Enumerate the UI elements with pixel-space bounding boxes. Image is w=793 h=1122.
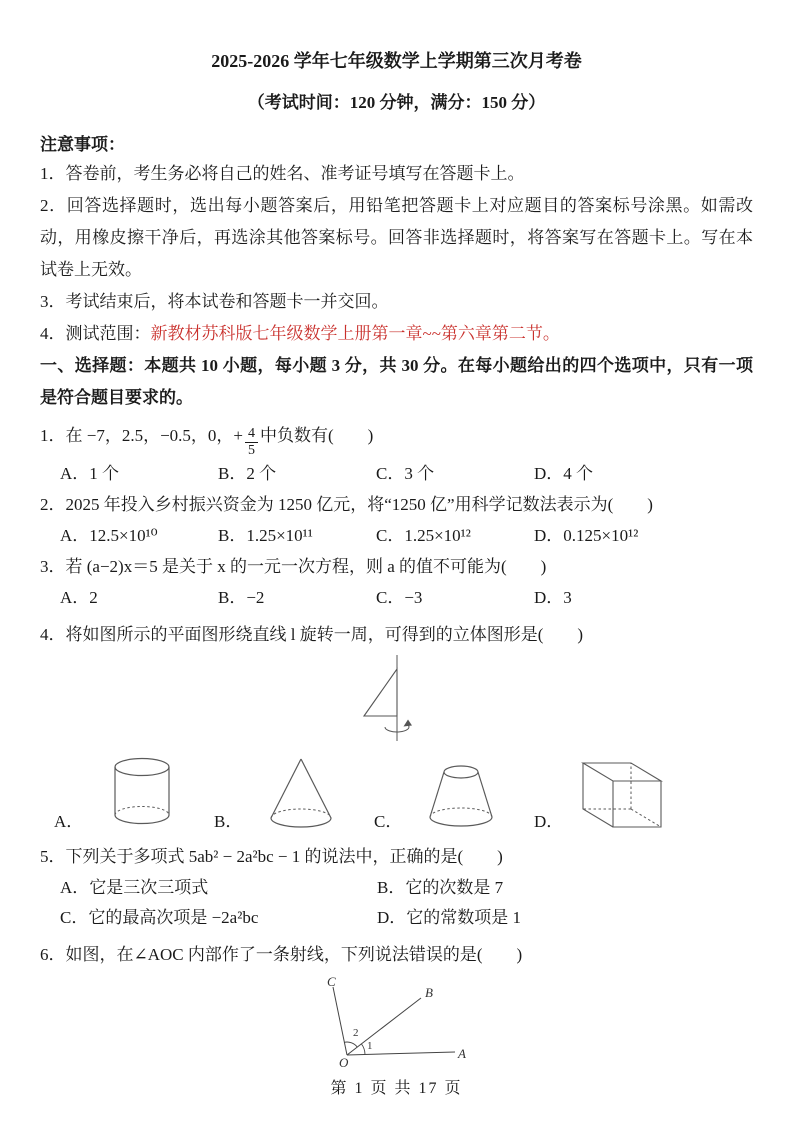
question-1-prefix: 1．在 −7，2.5，−0.5，0，+ <box>40 426 244 445</box>
note-item-2: 2．回答选择题时，选出每小题答案后，用铅笔把答题卡上对应题目的答案标号涂黑。如需改动，用橡皮擦干净后，再选涂其他答案标号。回答非选择题时，将答案写在答题卡上。写在本试卷上无效。 <box>40 196 753 279</box>
note-item-3: 3．考试结束后，将本试卷和答题卡一并交回。 <box>40 292 389 311</box>
shape-option-a <box>54 751 214 835</box>
note-item-4 <box>40 318 753 350</box>
angle-aoc-figure <box>317 977 477 1069</box>
cylinder-icon <box>86 751 198 835</box>
question-3-options <box>40 583 753 613</box>
page-title: 2025-2026 学年七年级数学上学期第三次月考卷 <box>211 51 582 71</box>
question-2-stem: 2．2025 年投入乡村振兴资金为 1250 亿元，将“1250 亿”用科学记数法表示为( ) <box>40 495 653 515</box>
option-a: A．12.5×10¹⁰ <box>60 526 158 546</box>
option-d-label: D． <box>534 812 564 832</box>
option-d: D．0.125×10¹² <box>534 526 639 546</box>
angle-1-label: 1 <box>366 1040 372 1053</box>
point-c-label: C <box>326 977 336 990</box>
angle-2-label: 2 <box>352 1027 358 1040</box>
question-1-suffix: 中负数有( ) <box>260 426 374 445</box>
fraction-denominator: 5 <box>245 442 258 459</box>
question-3-stem: 3．若 (a−2)x＝5 是关于 x 的一元一次方程，则 a 的值不可能为( ) <box>40 557 547 577</box>
shape-option-d <box>534 751 694 835</box>
section-choice-heading: 一、选择题：本题共 10 小题，每小题 3 分，共 30 分。在每小题给出的四个选项中，只有一项是符合题目要求的。 <box>40 356 753 407</box>
option-a: A．它是三次三项式 <box>60 878 209 898</box>
question-1-options <box>40 459 753 489</box>
question-5-options <box>40 873 753 933</box>
option-a: A．2 <box>60 588 98 608</box>
rotation-axis-triangle-figure <box>334 653 460 747</box>
cone-icon <box>245 751 357 835</box>
question-2-options <box>40 521 753 551</box>
exam-time-score-subtitle: （考试时间：120 分钟，满分：150 分） <box>247 93 546 112</box>
question-6-stem: 6．如图，在∠AOC 内部作了一条射线，下列说法错误的是( ) <box>40 945 523 965</box>
option-b: B．2 个 <box>218 464 277 484</box>
question-4-stem: 4．将如图所示的平面图形绕直线 l 旋转一周，可得到的立体图形是( ) <box>40 625 584 645</box>
option-a: A．1 个 <box>60 464 120 484</box>
option-b-label: B． <box>214 812 243 832</box>
option-a-label: A． <box>54 812 84 832</box>
question-5-stem: 5．下列关于多项式 5ab² − 2a²bc − 1 的说法中，正确的是( ) <box>40 847 503 867</box>
frustum-icon <box>405 751 517 835</box>
question-1-stem <box>40 414 753 459</box>
vertex-o-label: O <box>338 1055 348 1070</box>
point-b-label: B <box>424 985 433 1001</box>
question-4-figure-wrapper <box>40 653 753 747</box>
shape-option-c <box>374 751 534 835</box>
question-4-shape-options <box>40 751 753 835</box>
option-b: B．1.25×10¹¹ <box>218 526 313 546</box>
option-c: C．−3 <box>376 588 423 608</box>
page-number-footer: 第 1 页 共 17 页 <box>330 1080 463 1098</box>
note-item-4-label: 4．测试范围： <box>40 324 151 343</box>
option-b: B．它的次数是 7 <box>377 878 504 898</box>
option-c: C．它的最高次项是 −2a²bc <box>60 908 259 928</box>
shape-option-b <box>214 751 374 835</box>
question-6-figure-wrapper <box>40 977 753 1069</box>
option-b: B．−2 <box>218 588 265 608</box>
option-c: C．1.25×10¹² <box>376 526 471 546</box>
fraction-numerator: 4 <box>248 425 256 441</box>
option-d: D．它的常数项是 1 <box>377 908 522 928</box>
notes-heading: 注意事项： <box>40 135 125 154</box>
option-c-label: C． <box>374 812 403 832</box>
option-d: D．4 个 <box>534 464 594 484</box>
point-a-label: A <box>457 1046 466 1062</box>
fraction-four-fifths <box>245 426 258 459</box>
option-c: C．3 个 <box>376 464 435 484</box>
cuboid-icon <box>566 751 678 835</box>
note-item-1: 1．答卷前，考生务必将自己的姓名、准考证号填写在答题卡上。 <box>40 164 525 183</box>
option-d: D．3 <box>534 588 572 608</box>
scope-text: 新教材苏科版七年级数学上册第一章~~第六章第二节。 <box>150 324 560 343</box>
